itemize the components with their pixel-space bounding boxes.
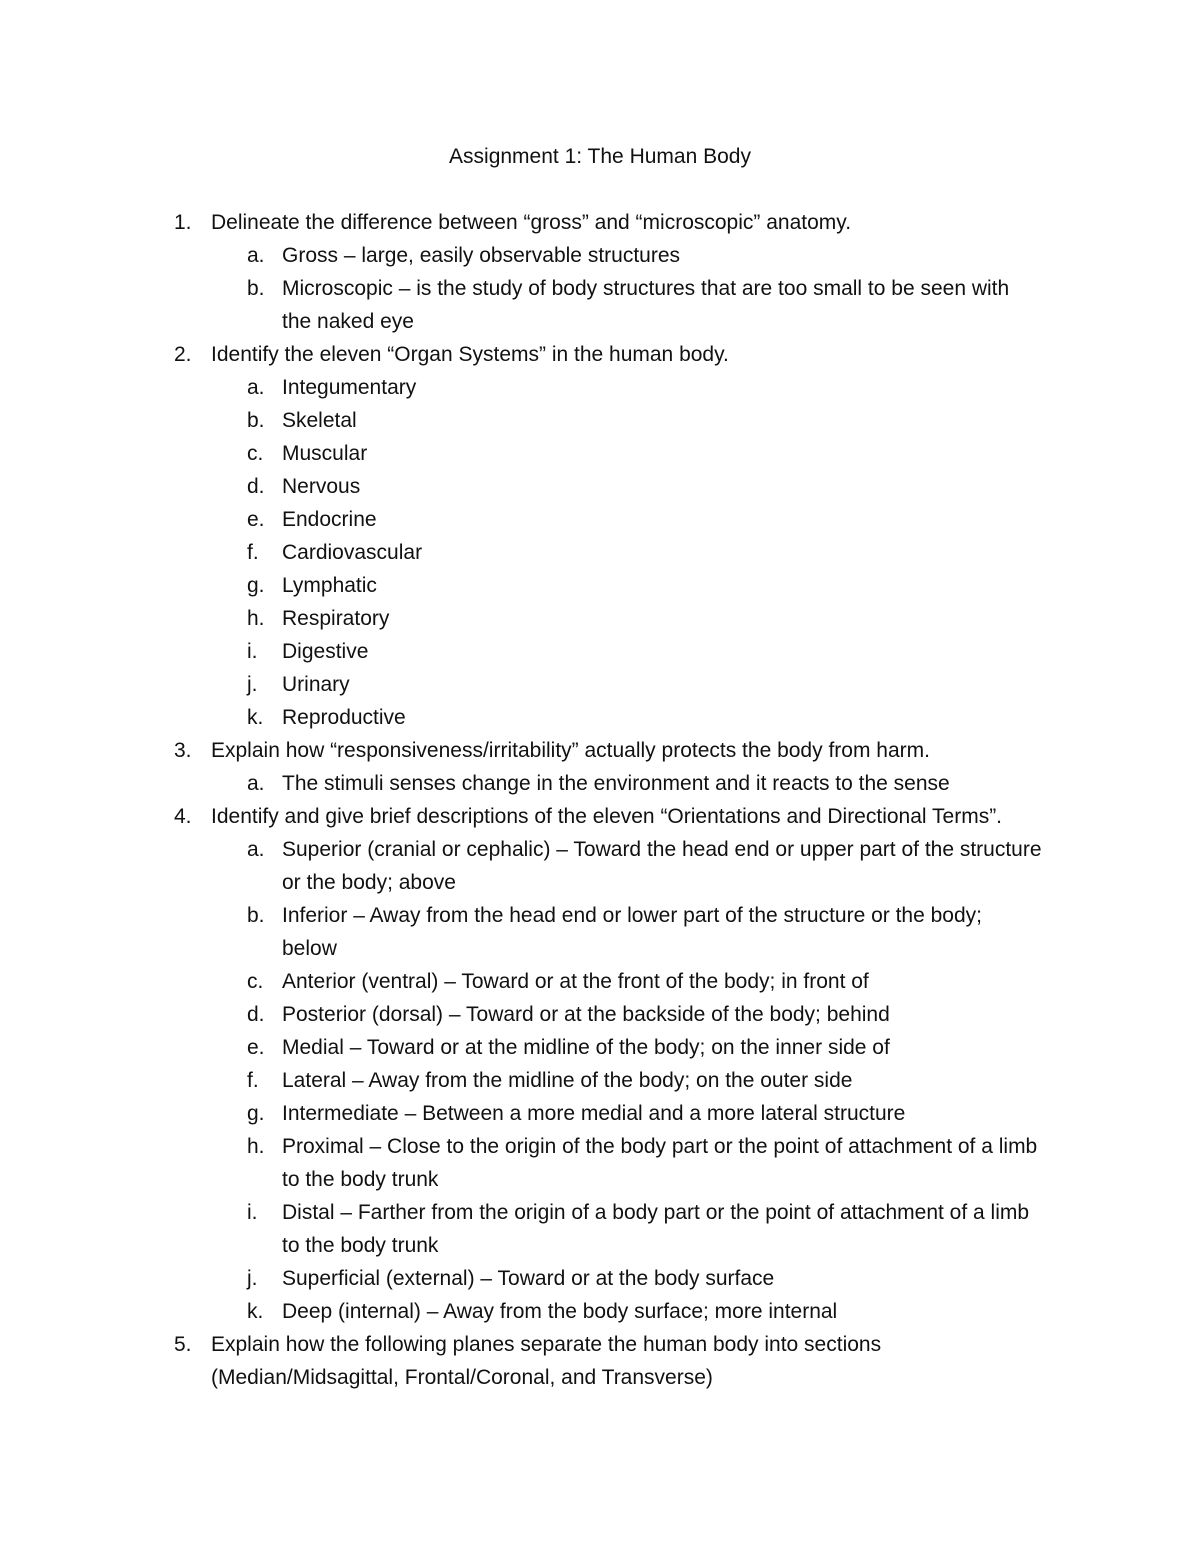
answer-item [0,899,1200,965]
answer-letter: h. [247,607,265,630]
question-number: 4. [174,805,192,828]
answer-item [0,536,1200,569]
question-line [0,206,1200,239]
answer-letter: i. [247,1201,258,1224]
question-item [0,800,1200,1328]
answer-item [0,371,1200,404]
answer-item [0,569,1200,602]
question-number: 2. [174,343,192,366]
answer-item [0,437,1200,470]
answer-item [0,1031,1200,1064]
answer-text: Skeletal [282,409,357,432]
answer-item [0,470,1200,503]
answer-text: Medial – Toward or at the midline of the body; on the inner side of [282,1036,890,1059]
answer-item [0,668,1200,701]
answer-text: Superficial (external) – Toward or at the body surface [282,1267,775,1290]
question-text: Identify the eleven “Organ Systems” in the human body. [211,343,729,366]
answer-item [0,1295,1200,1328]
answer-text: Respiratory [282,607,390,630]
answer-text: Gross – large, easily observable structures [282,244,681,267]
answer-letter: g. [247,574,265,597]
question-number: 3. [174,739,192,762]
answer-item [0,767,1200,800]
answer-list [0,239,1200,338]
answer-item [0,998,1200,1031]
answer-letter: a. [247,772,265,795]
question-number: 1. [174,211,192,234]
answer-text: Integumentary [282,376,417,399]
answer-text: Proximal – Close to the origin of the body part or the point of attachment of a limb to the body trunk [282,1135,1038,1191]
answer-text: Anterior (ventral) – Toward or at the front of the body; in front of [282,970,869,993]
answer-letter: b. [247,277,265,300]
answer-letter: e. [247,508,265,531]
question-line [0,338,1200,371]
answer-letter: a. [247,838,265,861]
answer-item [0,602,1200,635]
answer-list [0,767,1200,800]
answer-letter: k. [247,1300,264,1323]
answer-text: Endocrine [282,508,377,531]
answer-item [0,635,1200,668]
document-title: Assignment 1: The Human Body [449,145,751,168]
answer-text: Microscopic – is the study of body structures that are too small to be seen with the naked eye [282,277,1010,333]
answer-letter: j. [247,1267,258,1290]
answer-item [0,404,1200,437]
question-number: 5. [174,1333,192,1356]
answer-text: Nervous [282,475,361,498]
question-line [0,1328,1200,1394]
answer-text: The stimuli senses change in the environment and it reacts to the sense [282,772,950,795]
answer-letter: h. [247,1135,265,1158]
answer-letter: a. [247,244,265,267]
answer-text: Deep (internal) – Away from the body surface; more internal [282,1300,838,1323]
answer-letter: f. [247,541,259,564]
answer-item [0,1130,1200,1196]
answer-letter: b. [247,409,265,432]
answer-letter: d. [247,475,265,498]
answer-text: Urinary [282,673,350,696]
answer-list [0,371,1200,734]
answer-text: Posterior (dorsal) – Toward or at the backside of the body; behind [282,1003,890,1026]
question-item [0,206,1200,338]
question-text: Explain how “responsiveness/irritability” actually protects the body from harm. [211,739,930,762]
answer-letter: e. [247,1036,265,1059]
answer-letter: i. [247,640,258,663]
question-text: Delineate the difference between “gross” and “microscopic” anatomy. [211,211,852,234]
answer-item [0,833,1200,899]
answer-text: Inferior – Away from the head end or lower part of the structure or the body; below [282,904,982,960]
question-line [0,734,1200,767]
answer-text: Intermediate – Between a more medial and a more lateral structure [282,1102,906,1125]
question-item [0,1328,1200,1394]
question-item [0,338,1200,734]
answer-item [0,1196,1200,1262]
answer-item [0,701,1200,734]
question-text: Explain how the following planes separate the human body into sections (Median/Midsagittal, Frontal/Coronal, and Transverse) [211,1333,882,1389]
answer-text: Distal – Farther from the origin of a body part or the point of attachment of a limb to the body trunk [282,1201,1030,1257]
answer-letter: f. [247,1069,259,1092]
question-text: Identify and give brief descriptions of the eleven “Orientations and Directional Terms”. [211,805,1003,828]
answer-item [0,239,1200,272]
answer-text: Lateral – Away from the midline of the body; on the outer side [282,1069,853,1092]
answer-text: Lymphatic [282,574,377,597]
answer-item [0,503,1200,536]
answer-letter: b. [247,904,265,927]
answer-letter: j. [247,673,258,696]
answer-item [0,1064,1200,1097]
answer-item [0,965,1200,998]
answer-text: Digestive [282,640,369,663]
answer-item [0,1262,1200,1295]
answer-letter: a. [247,376,265,399]
answer-text: Cardiovascular [282,541,423,564]
answer-item [0,272,1200,338]
question-item [0,734,1200,800]
answer-list [0,833,1200,1328]
answer-letter: k. [247,706,264,729]
answer-letter: c. [247,442,264,465]
answer-item [0,1097,1200,1130]
question-line [0,800,1200,833]
answer-text: Muscular [282,442,368,465]
question-list [0,206,1200,1394]
answer-text: Superior (cranial or cephalic) – Toward the head end or upper part of the structure or the body; above [282,838,1042,894]
answer-text: Reproductive [282,706,406,729]
answer-letter: d. [247,1003,265,1026]
answer-letter: g. [247,1102,265,1125]
answer-letter: c. [247,970,264,993]
